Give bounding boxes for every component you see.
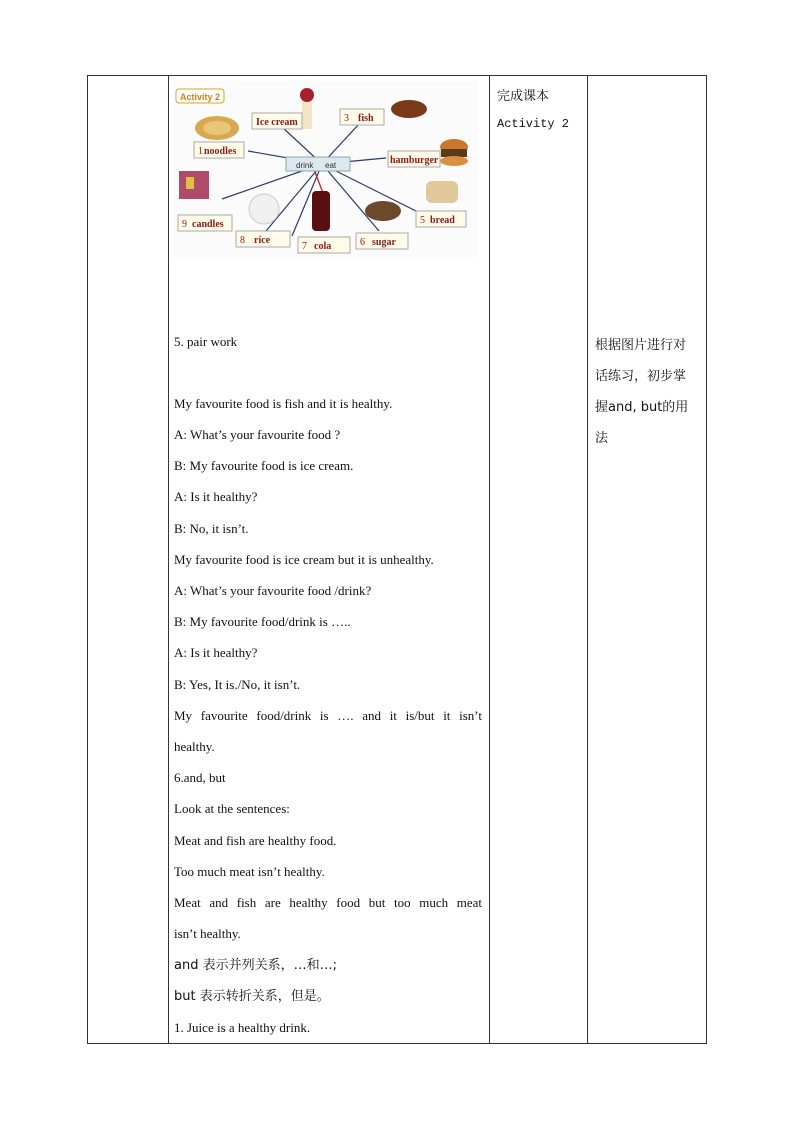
text-line: My favourite food/drink is …. and it is/but it isn’t	[174, 708, 482, 723]
svg-text:noodles: noodles	[204, 146, 237, 157]
fish-picture	[391, 100, 427, 118]
food-vocabulary-diagram	[174, 81, 478, 257]
text-line: 6.and, but	[174, 770, 226, 785]
text-line: 1. Juice is a healthy drink.	[174, 1020, 311, 1035]
label-noodles	[194, 142, 244, 158]
text-line: A: Is it healthy?	[174, 645, 258, 660]
text-line: isn’t healthy.	[174, 926, 241, 941]
svg-text:rice: rice	[254, 235, 271, 246]
student-activity-cell	[489, 76, 587, 1043]
svg-text:cola: cola	[314, 241, 332, 252]
label-ice-cream	[252, 113, 302, 129]
label-hamburger	[388, 151, 440, 167]
rice-picture	[249, 194, 279, 224]
lesson-table	[87, 75, 707, 1044]
food-diagram-svg	[174, 81, 478, 257]
text-line: healthy.	[174, 739, 215, 754]
main-content-cell	[168, 76, 489, 1043]
text-line: A: What’s your favourite food /drink?	[174, 583, 372, 598]
design-purpose-cell	[587, 76, 708, 1043]
text-line: B: My favourite food is ice cream.	[174, 458, 354, 473]
text-line: Meat and fish are healthy food but too much meat	[174, 895, 482, 910]
center-drink-text: drink	[296, 161, 314, 170]
label-cola	[298, 237, 350, 253]
purpose-line: 话练习，初步掌	[595, 369, 687, 384]
svg-text:3: 3	[344, 113, 349, 124]
purpose-line: 法	[595, 431, 609, 446]
text-line: B: Yes, It is./No, it isn’t.	[174, 677, 301, 692]
cola-picture	[312, 191, 330, 231]
svg-text:candles: candles	[192, 219, 224, 230]
text-line: My favourite food is fish and it is healthy.	[174, 396, 393, 411]
text-line: Too much meat isn’t healthy.	[174, 864, 325, 879]
svg-text:9: 9	[182, 219, 187, 230]
text-line: 5. pair work	[174, 334, 238, 349]
label-rice	[236, 231, 290, 247]
activity-badge-text: Activity 2	[180, 92, 221, 102]
label-fish	[340, 109, 384, 125]
sugar-picture	[365, 201, 401, 221]
svg-text:Ice cream: Ice cream	[256, 117, 298, 128]
ice-cream-picture	[302, 99, 312, 129]
purpose-line: 握and, but的用	[595, 400, 689, 415]
svg-text:5: 5	[420, 215, 425, 226]
text-line: My favourite food is ice cream but it is unhealthy.	[174, 552, 434, 567]
activity-subtitle: Activity 2	[497, 117, 570, 131]
svg-text:8: 8	[240, 235, 245, 246]
text-line: and 表示并列关系，…和…;	[174, 958, 337, 973]
purpose-text	[595, 330, 703, 454]
svg-text:1: 1	[198, 146, 203, 157]
svg-text:fish: fish	[358, 113, 374, 124]
svg-text:bread: bread	[430, 215, 455, 226]
svg-text:7: 7	[302, 241, 307, 252]
label-bread	[416, 211, 466, 227]
text-line: B: My favourite food/drink is …..	[174, 614, 351, 629]
svg-text:6: 6	[360, 237, 365, 248]
activity-title: 完成课本	[497, 89, 550, 104]
svg-text:hamburger: hamburger	[390, 155, 439, 166]
text-line: A: Is it healthy?	[174, 489, 258, 504]
svg-text:sugar: sugar	[372, 237, 396, 248]
purpose-line: 根据图片进行对	[595, 338, 687, 353]
text-line: A: What’s your favourite food ?	[174, 427, 341, 442]
label-sugar	[356, 233, 408, 249]
text-line: Look at the sentences:	[174, 801, 290, 816]
label-candles	[178, 215, 232, 231]
text-line: but 表示转折关系，但是。	[174, 989, 330, 1004]
text-line: Meat and fish are healthy food.	[174, 833, 337, 848]
center-eat-text: eat	[325, 161, 337, 170]
text-line: B: No, it isn’t.	[174, 521, 249, 536]
bread-picture	[426, 181, 458, 203]
